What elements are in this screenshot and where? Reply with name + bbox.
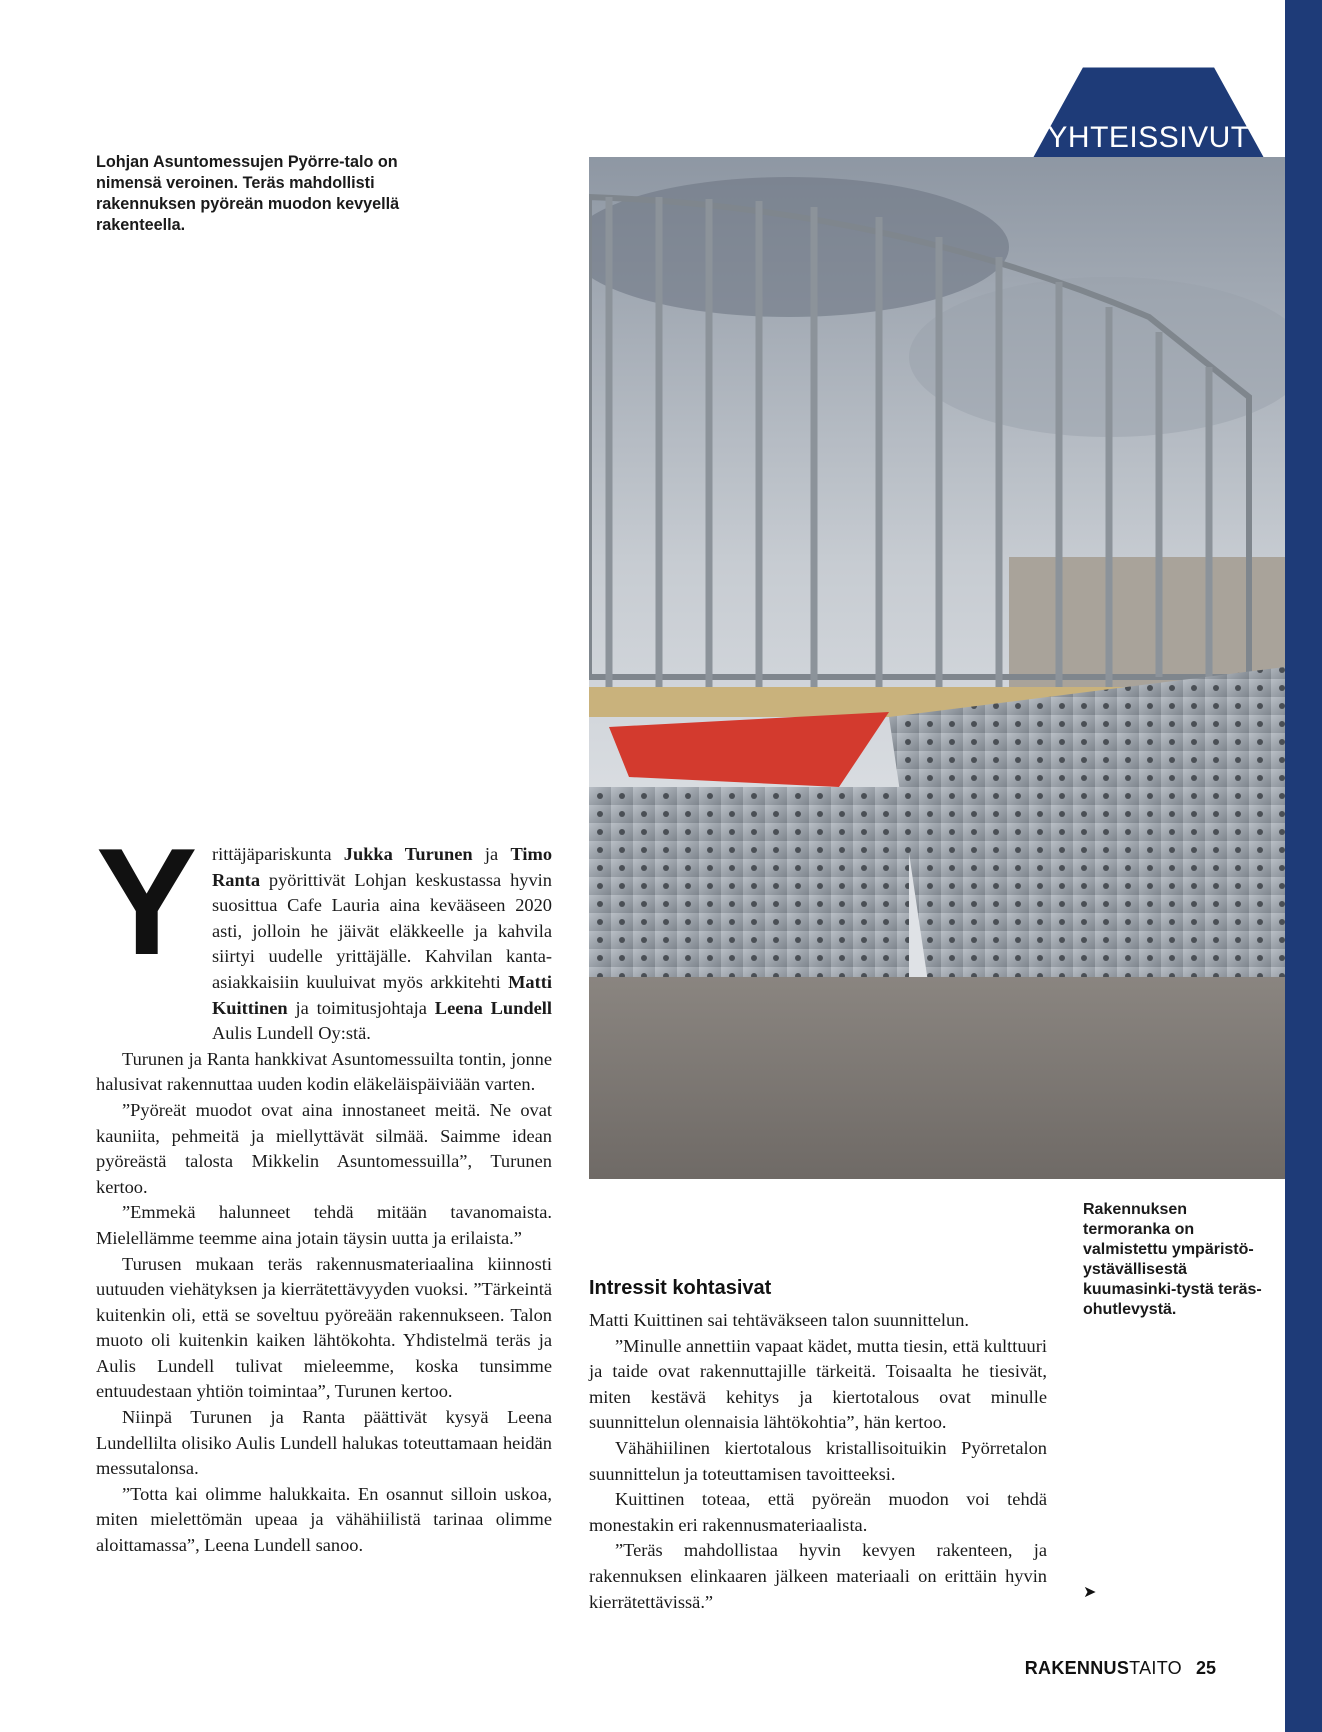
body-paragraph: Niinpä Turunen ja Ranta päättivät kysyä Leena Lundellilta olisiko Aulis Lundell halukas toteuttamaan heidän messutalonsa. [96,1407,552,1479]
article-right-column [589,1308,1047,1615]
lead-name: Timo Ranta [212,844,553,890]
body-paragraph: ”Teräs mahdollistaa hyvin kevyen rakenteen, ja rakennuksen elinkaaren jälkeen materiaali on erittäin hyvin kierrätettävissä.” [589,1540,1047,1612]
page-footer [1025,1658,1216,1679]
lead-text: Aulis Lundell Oy:stä. [212,1023,371,1044]
page-number: 25 [1195,1658,1216,1678]
lead-text: ja toimitusjohtaja [287,997,435,1018]
body-paragraph: ”Totta kai olimme halukkaita. En osannut silloin uskoa, miten mielettömän upeaa ja vähähiilistä tarinaa olimme aloittamassa”, Leena Lundell sanoo. [96,1483,552,1556]
section-subheading: Intressit kohtasivat [589,1277,772,1299]
body-paragraph: ”Minulle annettiin vapaat kädet, mutta tiesin, että kulttuuri ja taide ovat rakennuttajille tärkeitä. Toisaalta he tiesivät, miten kestävä kehitys ja kiertotalous ovat minulle suunnittelun olennaisia lähtökohtia”, hän kertoo. [589,1335,1047,1433]
body-paragraph: ”Emmekä halunneet tehdä mitään tavanomaista. Mielellämme teemme aina jotain täysin uutta ja erilaista.” [96,1202,552,1248]
lead-text: pyörittivät Lohjan keskustassa hyvin suosittua Cafe Lauria aina kevääseen 2020 asti, jolloin he jäivät eläkkeelle ja kahvila siirtyi uudelle yrittäjälle. Kahvilan kanta-asiakkaisiin kuuluivat myös arkkitehti [212,869,552,992]
article-left-column [96,842,552,1559]
badge-title-line1: YHTEISSIVUT [1047,121,1250,154]
sidebar-color-strip [1285,0,1322,1732]
body-paragraph: Matti Kuittinen sai tehtäväkseen talon suunnittelun. [589,1310,969,1330]
lead-text: ja [472,844,511,864]
lead-name: Jukka Turunen [343,844,473,864]
photo-caption-side: Rakennuksen termoranka on valmistettu ympäristö-ystävällisestä kuumasinki-tystä teräs-ohutlevystä. [1083,1201,1262,1318]
body-paragraph: Turunen ja Ranta hankkivat Asuntomessuilta tontin, jonne halusivat rakennuttaa uuden kodin eläkeläispäiviään varten. [96,1048,552,1095]
body-paragraph: ”Pyöreät muodot ovat aina innostaneet meitä. Ne ovat kauniita, pehmeitä ja miellyttävät silmää. Saimme idean pyöreästä talosta Mikkelin Asuntomessuilla”, Turunen kertoo. [96,1099,552,1197]
construction-photo [589,157,1285,1179]
dropcap-letter: Y [96,817,198,987]
lead-name: Leena Lundell [434,997,552,1018]
lead-paragraph [96,842,552,1047]
body-paragraph: Turusen mukaan teräs rakennusmateriaalina kiinnosti uutuuden viehätyksen ja kierrätettävyyden vuoksi. ”Tärkeintä kuitenkin oli, että se soveltuu pyöreään rakennukseen. Talon muoto oli kuitenkin kaiken lähtökohta. Yhdistelmä teräs ja Aulis Lundell tulivat mieleemme, koska tunsimme entuudestaan yhtiön toimintaa”, Turunen kertoo. [96,1253,552,1402]
body-paragraph: Vähähiilinen kiertotalous kristallisoituikin Pyörretalon suunnittelun ja toteuttamisen tavoitteeksi. [589,1437,1047,1484]
lead-text: rittäjäpariskunta [212,844,344,864]
photo-caption-top: Lohjan Asuntomessujen Pyörre-talo on nimensä veroinen. Teräs mahdollisti rakennuksen pyöreän muodon kevyellä rakenteella. [96,153,400,234]
continue-arrow-icon: ➤ [1083,1582,1097,1601]
body-paragraph: Kuittinen toteaa, että pyöreän muodon voi tehdä monestakin eri rakennusmateriaalista. [589,1489,1047,1535]
lead-name: Matti Kuittinen [212,971,552,1018]
footer-brand-bold: RAKENNUS [1024,1658,1130,1678]
footer-brand-light: TAITO [1129,1658,1182,1678]
